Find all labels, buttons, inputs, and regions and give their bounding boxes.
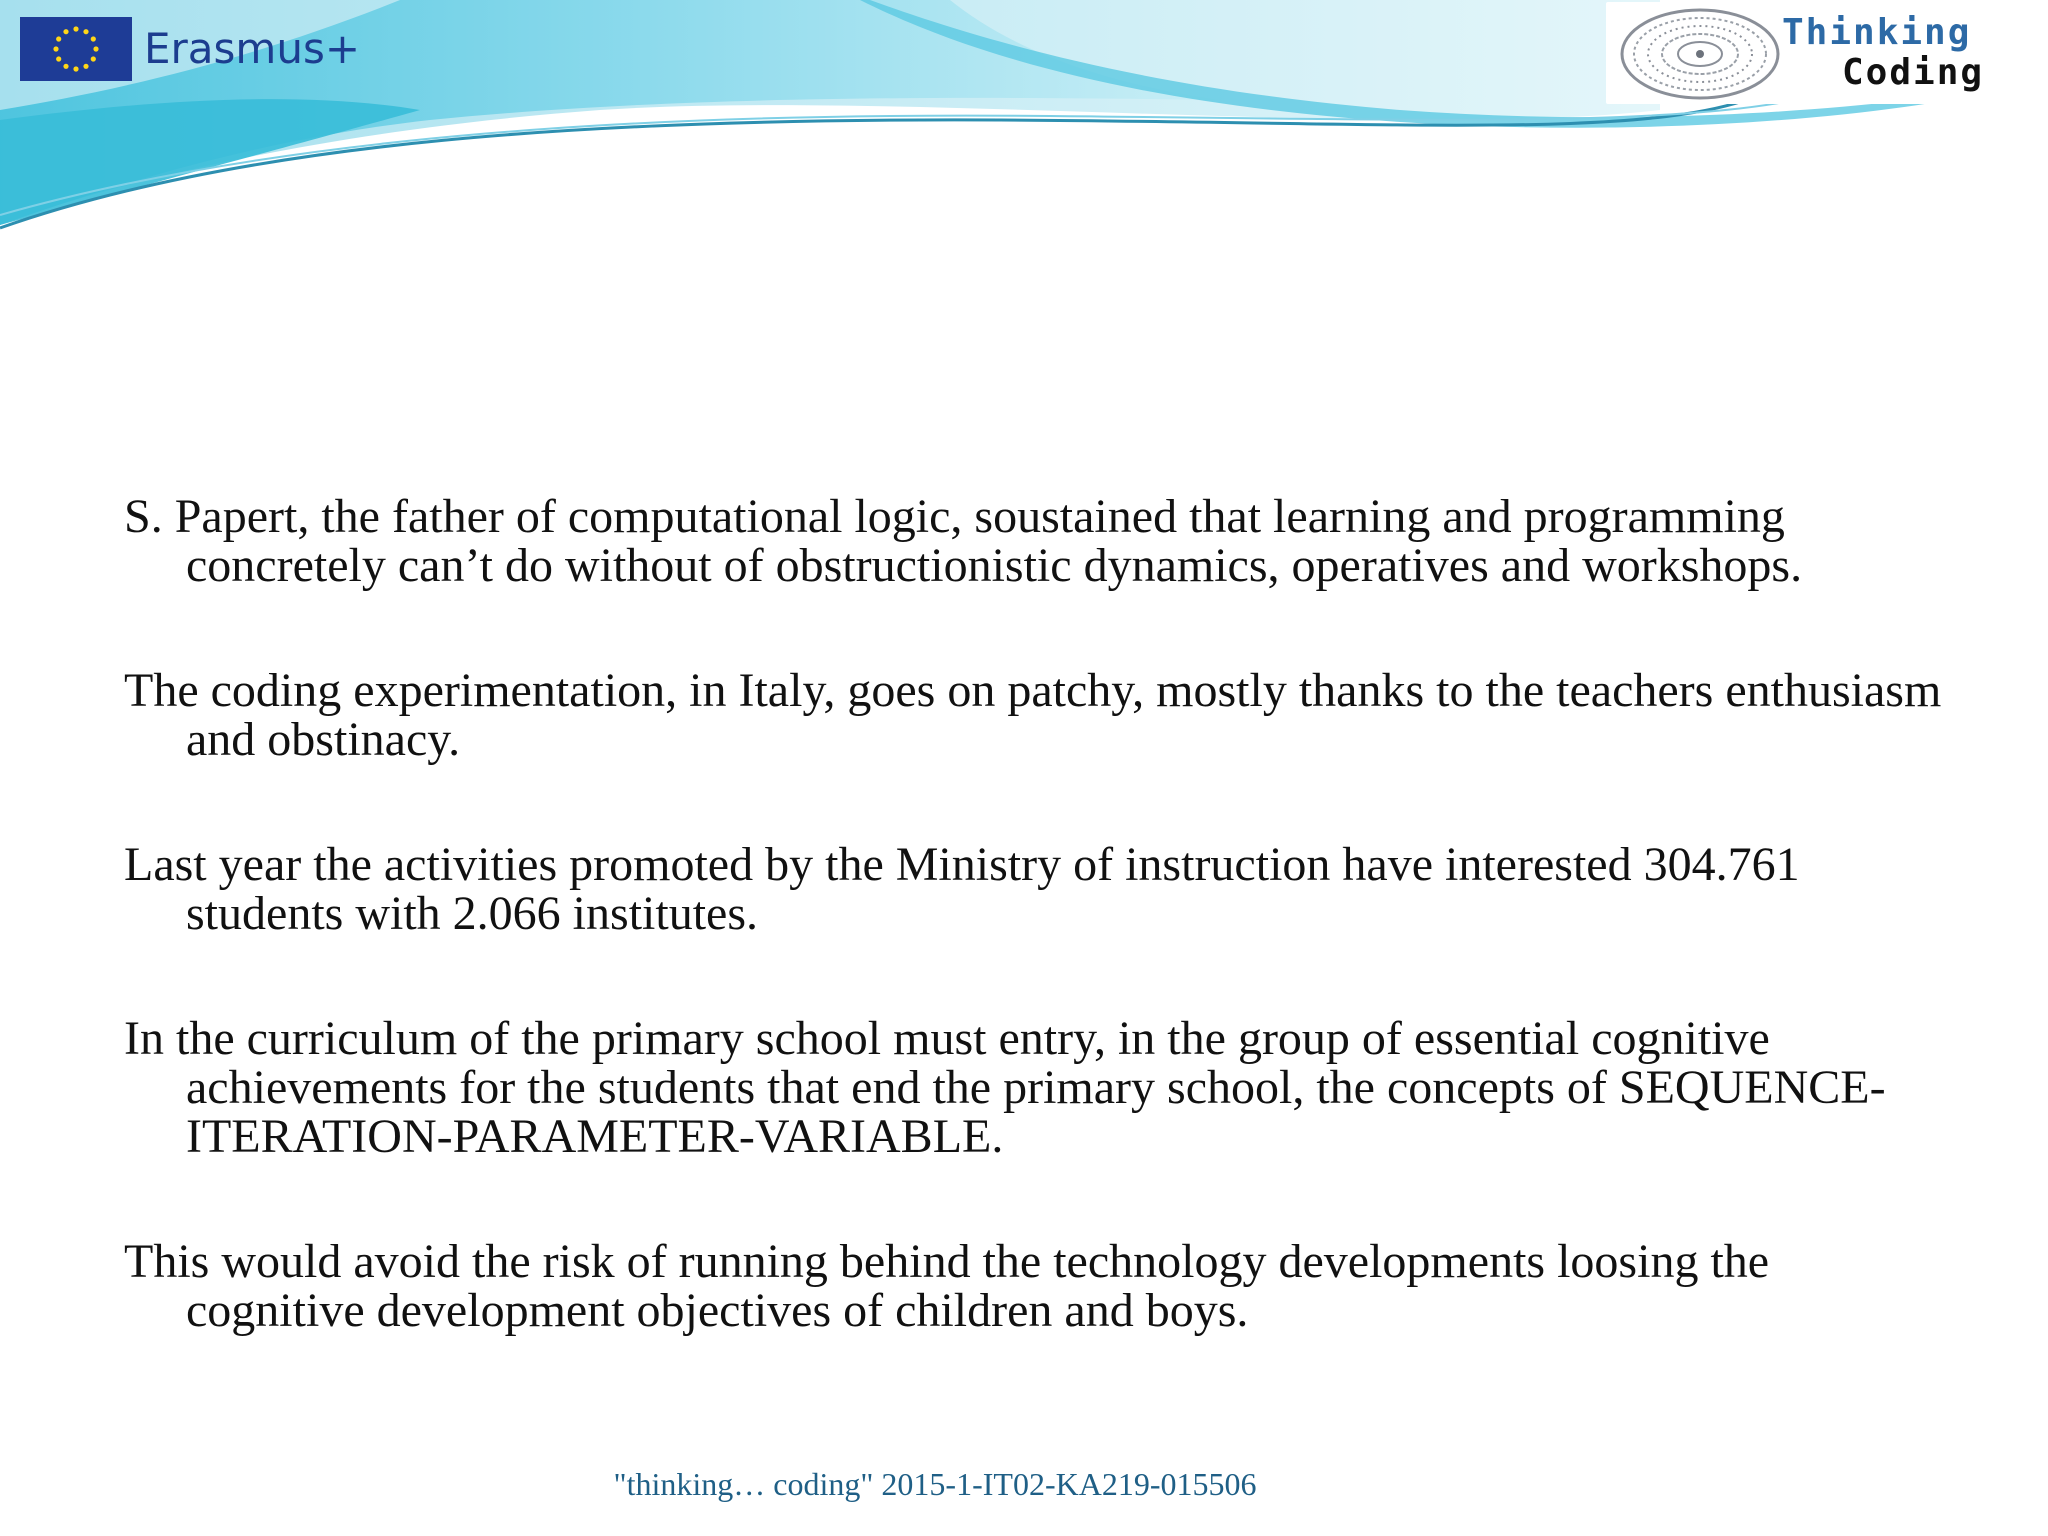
- slide-body: [124, 492, 1954, 1411]
- logo-coding-text: Coding: [1842, 52, 1985, 93]
- footer-project-code: "thinking… coding" 2015-1-IT02-KA219-015506: [613, 1466, 1257, 1502]
- erasmus-label: Erasmus+: [144, 24, 361, 73]
- logo-thinking-text: Thinking: [1782, 12, 1972, 53]
- circular-seal-icon: [1616, 8, 1784, 100]
- erasmus-plus-logo: [20, 14, 360, 84]
- eu-flag-icon: [20, 17, 132, 81]
- thinking-coding-logo: [1606, 2, 2026, 104]
- paragraph-coding-italy: The coding experimentation, in Italy, goes on patchy, mostly thanks to the teachers enthusiasm and obstinacy.: [124, 664, 1942, 766]
- paragraph-curriculum: In the curriculum of the primary school must entry, in the group of essential cognitive achievements for the students that end the primary school, the concepts of SEQUENCE-ITERATION-PARAMETER-VARIABLE.: [124, 1012, 1886, 1163]
- paragraph-risk: This would avoid the risk of running behind the technology developments loosing the cognitive development objectives of children and boys.: [124, 1235, 1770, 1337]
- paragraph-ministry-stats: Last year the activities promoted by the Ministry of instruction have interested 304.761 students with 2.066 institutes.: [124, 838, 1800, 940]
- paragraph-papert: S. Papert, the father of computational logic, soustained that learning and programming concretely can’t do without of obstructionistic dynamics, operatives and workshops.: [124, 490, 1803, 592]
